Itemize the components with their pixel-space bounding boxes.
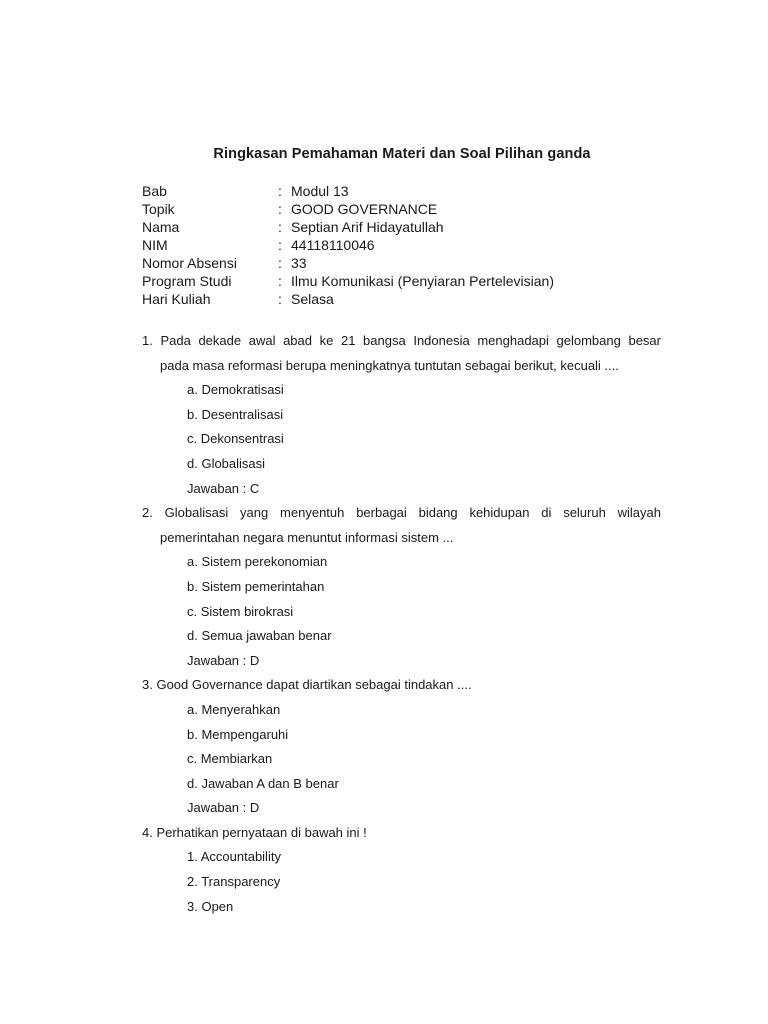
meta-row [142,236,662,254]
meta-value: 44118110046 [291,237,375,253]
meta-row [142,254,662,272]
meta-label: Program Studi [142,273,232,289]
answer-key: Jawaban : D [187,800,260,816]
meta-label: Nomor Absensi [142,255,237,271]
answer-option: c. Sistem birokrasi [187,603,294,619]
answer-option: b. Sistem pemerintahan [187,578,325,594]
answer-option: c. Dekonsentrasi [187,431,284,447]
meta-colon: : [278,291,282,307]
meta-row [142,290,662,308]
answer-option: 3. Open [187,898,234,914]
meta-value: GOOD GOVERNANCE [291,201,438,217]
answer-option: d. Jawaban A dan B benar [187,775,339,791]
meta-row [142,200,662,218]
answer-option: b. Mempengaruhi [187,726,289,742]
meta-value: Modul 13 [291,183,349,199]
meta-value: 33 [291,255,307,271]
answer-option: c. Membiarkan [187,751,273,767]
answer-option: 2. Transparency [187,874,281,890]
meta-row [142,218,662,236]
answer-option: a. Menyerahkan [187,701,281,717]
page-title: Ringkasan Pemahaman Materi dan Soal Pilihan ganda [213,146,591,162]
meta-label: Bab [142,183,167,199]
question-list [142,329,661,919]
answer-key: Jawaban : C [187,480,260,496]
meta-colon: : [278,255,282,271]
question-text-continued: pemerintahan negara menuntut informasi sistem ... [160,529,454,545]
answer-option: 1. Accountability [187,849,281,865]
meta-value: Septian Arif Hidayatullah [291,219,444,235]
meta-label: NIM [142,237,168,253]
meta-row [142,182,662,200]
meta-colon: : [278,273,282,289]
question-item [142,501,661,673]
meta-row [142,272,662,290]
question-text: 3. Good Governance dapat diartikan sebagai tindakan .... [142,677,472,693]
answer-option: b. Desentralisasi [187,406,284,422]
question-text-continued: pada masa reformasi berupa meningkatnya tuntutan sebagai berikut, kecuali .... [160,357,619,373]
identity-table [142,182,662,308]
answer-option: d. Globalisasi [187,455,266,471]
meta-colon: : [278,219,282,235]
answer-option: d. Semua jawaban benar [187,628,332,644]
meta-colon: : [278,201,282,217]
answer-option: a. Demokratisasi [187,382,284,398]
answer-key: Jawaban : D [187,652,260,668]
meta-label: Topik [142,201,175,217]
meta-label: Nama [142,219,180,235]
meta-value: Selasa [291,291,334,307]
meta-colon: : [278,183,282,199]
meta-value: Ilmu Komunikasi (Penyiaran Pertelevisian) [291,273,554,289]
question-text: 1. Pada dekade awal abad ke 21 bangsa Indonesia menghadapi gelombang besar [142,333,661,348]
question-item [142,329,661,501]
question-text: 2. Globalisasi yang menyentuh berbagai bidang kehidupan di seluruh wilayah [142,505,661,521]
question-item [142,673,661,821]
answer-option: a. Sistem perekonomian [187,554,328,570]
question-text: 4. Perhatikan pernyataan di bawah ini ! [142,824,367,840]
meta-colon: : [278,237,282,253]
question-item [142,821,661,919]
meta-label: Hari Kuliah [142,291,211,307]
